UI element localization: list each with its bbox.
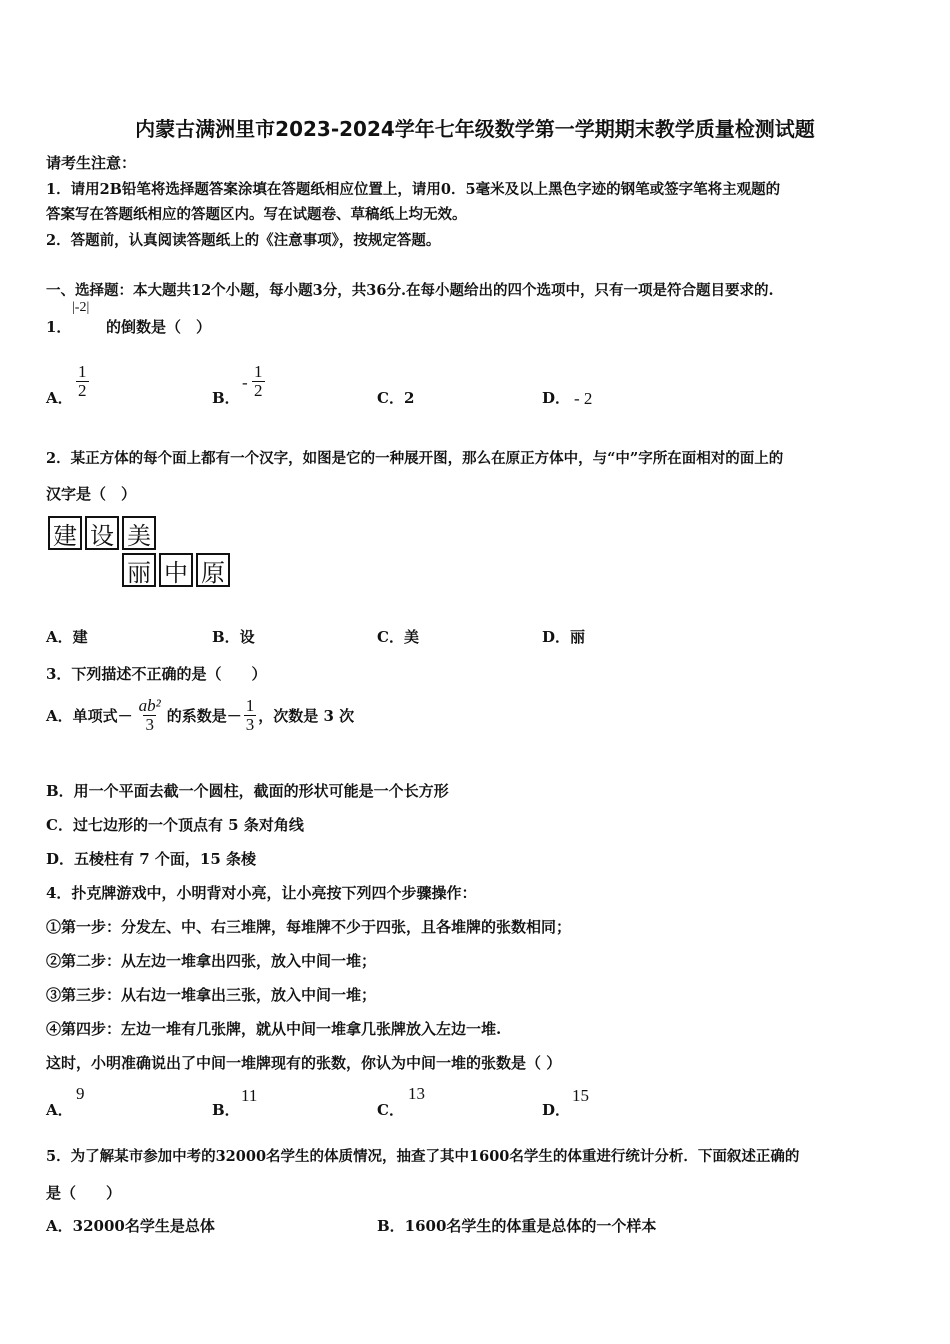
q1-option-b-sign: - <box>242 373 248 392</box>
q2-option-d: D．丽 <box>542 628 586 646</box>
fraction-denominator: 2 <box>78 380 87 400</box>
q3-option-a <box>46 697 354 734</box>
q2-option-b: B．设 <box>212 628 255 646</box>
net-cell: 建 <box>48 516 82 550</box>
q1-abs-expression: |-2| <box>72 300 90 315</box>
fraction-numerator: 1 <box>78 362 87 381</box>
q2-stem-line-2: 汉字是（ ） <box>46 485 137 503</box>
q3-a-suffix: ，次数是 3 次 <box>258 706 355 725</box>
net-cell: 中 <box>159 553 193 587</box>
net-cell: 美 <box>122 516 156 550</box>
q2-stem-line-1: 2．某正方体的每个面上都有一个汉字，如图是它的一种展开图，那么在原正方体中，与“中”字所在面相对的面上的 <box>46 450 784 467</box>
q3-option-d: D．五棱柱有 7 个面，15 条棱 <box>46 850 256 868</box>
q1-number: 1． <box>46 318 72 336</box>
q4-option-d-value: 15 <box>572 1086 589 1105</box>
fraction-numerator: ab² <box>138 696 161 715</box>
q1-option-a-fraction <box>76 363 89 400</box>
net-cell: 丽 <box>122 553 156 587</box>
section-heading: 一、选择题：本大题共12个小题，每小题3分，共36分.在每小题给出的四个选项中，只有一项是符合题目要求的. <box>46 282 774 299</box>
q5-stem-line-2: 是（ ） <box>46 1184 122 1202</box>
q3-option-c: C．过七边形的一个顶点有 5 条对角线 <box>46 816 304 834</box>
q3-a-prefix: A．单项式－ <box>46 706 133 725</box>
q4-option-c-label: C． <box>377 1101 404 1119</box>
q5-option-b: B．1600名学生的体重是总体的一个样本 <box>377 1217 657 1235</box>
q4-step-1: ①第一步：分发左、中、右三堆牌，每堆牌不少于四张，且各堆牌的张数相同； <box>46 918 572 936</box>
q1-option-b-label: B． <box>212 389 240 407</box>
fraction-denominator: 3 <box>245 714 255 734</box>
q1-option-d-label: D． <box>542 389 571 407</box>
q3-option-b: B．用一个平面去截一个圆柱，截面的形状可能是一个长方形 <box>46 782 449 800</box>
q4-option-b-value: 11 <box>241 1086 258 1105</box>
q1-option-c: C．2 <box>377 389 415 407</box>
q4-option-a-label: A． <box>46 1101 73 1119</box>
q2-option-c: C．美 <box>377 628 419 646</box>
q3-a-middle: 的系数是－ <box>166 706 242 725</box>
q4-step-4: ④第四步：左边一堆有几张牌，就从中间一堆拿几张牌放入左边一堆. <box>46 1020 502 1038</box>
q2-option-a: A．建 <box>46 628 88 646</box>
notice-heading: 请考生注意： <box>46 154 137 172</box>
q4-option-a-value: 9 <box>76 1084 85 1103</box>
q4-option-d-label: D． <box>542 1101 571 1119</box>
page-title: 内蒙古满洲里市2023-2024学年七年级数学第一学期期末教学质量检测试题 <box>135 117 815 141</box>
fraction-denominator: 2 <box>254 380 263 400</box>
notice-line-3: 2．答题前，认真阅读答题纸上的《注意事项》，按规定答题。 <box>46 232 441 249</box>
notice-line-1: 1．请用2B铅笔将选择题答案涂填在答题纸相应位置上，请用0．5毫米及以上黑色字迹的钢笔或签字笔将主观题的 <box>46 181 781 198</box>
q4-step-2: ②第二步：从左边一堆拿出四张，放入中间一堆； <box>46 952 377 970</box>
q3-stem: 3．下列描述不正确的是（ ） <box>46 665 267 683</box>
notice-line-2: 答案写在答题纸相应的答题区内。写在试题卷、草稿纸上均无效。 <box>46 206 467 223</box>
net-cell: 设 <box>85 516 119 550</box>
fraction-denominator: 3 <box>145 714 154 734</box>
q5-stem-line-1: 5．为了解某市参加中考的32000名学生的体质情况，抽查了其中1600名学生的体重进行统计分析．下面叙述正确的 <box>46 1148 800 1165</box>
fraction-numerator: 1 <box>254 362 263 381</box>
fraction-numerator: 1 <box>245 696 255 715</box>
q4-option-b-label: B． <box>212 1101 240 1119</box>
q5-option-a: A．32000名学生是总体 <box>46 1217 215 1235</box>
q4-stem: 4．扑克牌游戏中，小明背对小亮，让小亮按下列四个步骤操作： <box>46 884 477 902</box>
q1-option-a-label: A． <box>46 389 73 407</box>
q1-option-d-value: - 2 <box>574 389 593 408</box>
q4-option-c-value: 13 <box>408 1084 425 1103</box>
net-cell: 原 <box>196 553 230 587</box>
q4-question: 这时，小明准确说出了中间一堆牌现有的张数，你认为中间一堆的张数是（ ） <box>46 1054 562 1072</box>
q4-step-3: ③第三步：从右边一堆拿出三张，放入中间一堆； <box>46 986 377 1004</box>
q1-stem: 的倒数是（ ） <box>106 318 212 336</box>
q1-option-b-fraction <box>252 363 265 400</box>
